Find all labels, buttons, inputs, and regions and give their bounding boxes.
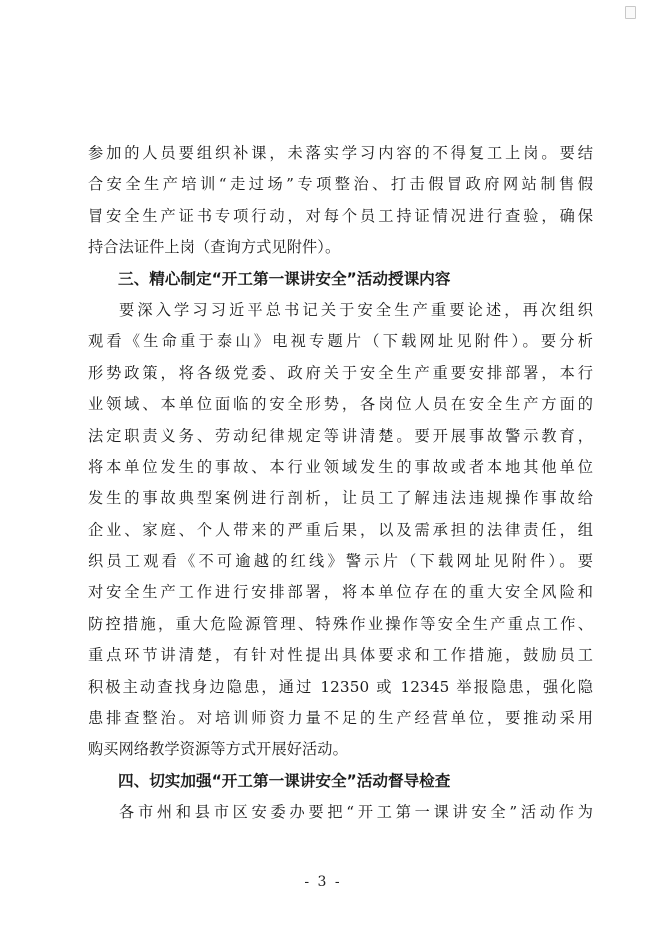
paragraph-line: 积极主动查找身边隐患，通过 12350 或 12345 举报隐患，强化隐: [88, 677, 593, 696]
paragraph-line: 发生的事故典型案例进行剖析，让员工了解违法违规操作事故给: [88, 489, 593, 508]
paragraph-line: 患排查整治。对培训师资力量不足的生产经营单位，要推动采用: [88, 709, 593, 728]
paragraph-line: 对安全生产工作进行安排部署，将本单位存在的重大安全风险和: [88, 583, 593, 602]
paragraph-line: 企业、家庭、个人带来的严重后果，以及需承担的法律责任，组: [88, 520, 593, 539]
paragraph-line: 重点环节讲清楚，有针对性提出具体要求和工作措施，鼓励员工: [88, 646, 593, 665]
paragraph-line: 法定职责义务、劳动纪律规定等讲清楚。要开展事故警示教育，: [88, 426, 593, 445]
section-heading-3: 三、精心制定“开工第一课讲安全”活动授课内容: [118, 269, 451, 288]
paragraph-line: 冒安全生产证书专项行动，对每个员工持证情况进行查验，确保: [88, 206, 593, 225]
paragraph-line: 各市州和县市区安委办要把“开工第一课讲安全”活动作为: [119, 803, 593, 822]
paragraph-line: 合安全生产培训“走过场”专项整治、打击假冒政府网站制售假: [88, 175, 593, 194]
paragraph-line: 将本单位发生的事故、本行业领域发生的事故或者本地其他单位: [88, 457, 593, 476]
paragraph-line: 参加的人员要组织补课，未落实学习内容的不得复工上岗。要结: [88, 144, 593, 162]
page-number: - 3 -: [304, 874, 342, 890]
paragraph-line: 防控措施，重大危险源管理、特殊作业操作等安全生产重点工作、: [88, 614, 593, 633]
document-body: [88, 138, 593, 829]
section-heading-4: 四、切实加强“开工第一课讲安全”活动督导检查: [118, 771, 451, 790]
paragraph-line: 业领域、本单位面临的安全形势，各岗位人员在安全生产方面的: [88, 395, 593, 414]
paragraph-line: 要深入学习习近平总书记关于安全生产重要论述，再次组织: [119, 300, 593, 319]
document-corner-icon: [625, 6, 636, 19]
paragraph-line: 观看《生命重于泰山》电视专题片（下载网址见附件）。要分析: [88, 332, 593, 351]
paragraph-line: 织员工观看《不可逾越的红线》警示片（下载网址见附件）。要: [88, 552, 593, 571]
paragraph-line: 形势政策，将各级党委、政府关于安全生产重要安排部署，本行: [88, 363, 593, 382]
paragraph-line: 持合法证件上岗（查询方式见附件）。: [88, 238, 341, 257]
paragraph-line: 购买网络教学资源等方式开展好活动。: [88, 740, 348, 759]
